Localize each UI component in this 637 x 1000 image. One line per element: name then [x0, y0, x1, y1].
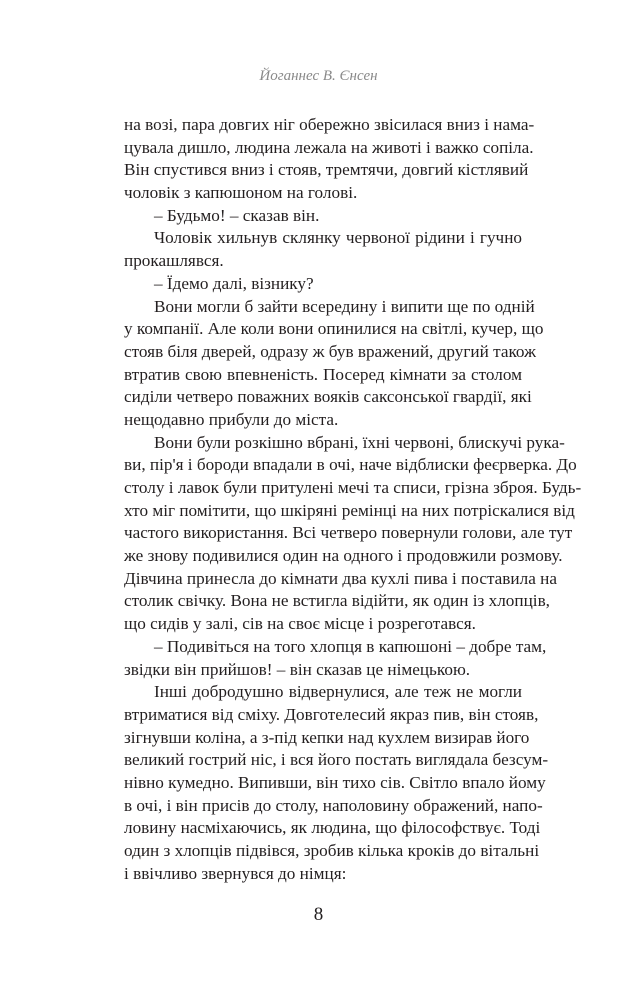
text-line: столик свічку. Вона не встигла відійти, як один із хлопців, — [124, 591, 550, 611]
page-number: 8 — [313, 904, 324, 925]
text-line: один з хлопців підвівся, зробив кілька кроків до вітальні — [124, 841, 540, 860]
text-line: нівно кумедно. Випивши, він тихо сів. Світло впало йому — [124, 772, 546, 792]
text-line: прокашлявся. — [124, 251, 224, 271]
text-line: на возі, пара довгих ніг обережно звісилася вниз і нама- — [124, 115, 535, 134]
text-line: Вони були розкішно вбрані, їхні червоні, блискучі рука- — [154, 432, 565, 452]
text-line: що сидів у залі, сів на своє місце і розреготався. — [124, 614, 476, 634]
running-head: Йоганнес В. Єнсен — [259, 68, 378, 84]
text-line: і ввічливо звернувся до німця: — [124, 863, 347, 883]
text-line: чоловік з капюшоном на голові. — [124, 183, 358, 203]
text-line: хто міг помітити, що шкіряні ремінці на них потріскалися від — [124, 500, 575, 520]
text-line: втриматися від сміху. Довготелесий якраз пив, він стояв, — [124, 704, 539, 724]
text-line: нещодавно прибули до міста. — [124, 409, 339, 429]
text-line: ви, пір'я і бороди впадали в очі, наче відблиски феєрверка. До — [124, 455, 577, 475]
text-line: у компанії. Але коли вони опинилися на світлі, кучер, що — [124, 319, 544, 339]
text-line: цувала дишло, людина лежала на животі і важко сопіла. — [124, 137, 534, 157]
text-line: зігнувши коліна, а з-під кепки над кухлем визирав його — [124, 727, 530, 747]
text-line: втратив свою впевненість. Посеред кімнати за столом — [124, 364, 522, 384]
text-line: – Будьмо! – сказав він. — [154, 205, 320, 225]
text-line: Чоловік хильнув склянку червоної рідини і гучно — [154, 228, 522, 248]
text-line: Дівчина принесла до кімнати два кухлі пива і поставила на — [124, 568, 557, 588]
body-text — [124, 114, 582, 885]
text-line: сиділи четверо поважних вояків саксонської гвардії, які — [124, 387, 532, 407]
text-line: – Подивіться на того хлопця в капюшоні – добре там, — [154, 636, 547, 656]
text-line: ловину насміхаючись, як людина, що філософствує. Тоді — [124, 818, 541, 838]
text-line: – Їдемо далі, візнику? — [154, 273, 314, 293]
text-line: Вони могли б зайти всередину і випити ще по одній — [154, 296, 535, 316]
text-line: столу і лавок були притулені мечі та списи, грізна зброя. Будь- — [124, 478, 582, 497]
text-line: же знову подивилися один на одного і продовжили розмову. — [124, 546, 563, 566]
text-line: Інші добродушно відвернулися, але теж не могли — [154, 682, 522, 702]
text-line: стояв біля дверей, одразу ж був вражений, другий також — [124, 341, 536, 361]
text-line: великий гострий ніс, і вся його постать виглядала безсум- — [124, 750, 549, 770]
text-line: частого використання. Всі четверо повернули голови, але тут — [124, 523, 573, 543]
text-line: звідки він прийшов! – він сказав це німецькою. — [124, 659, 471, 679]
text-line: Він спустився вниз і стояв, тремтячи, довгий кістлявий — [124, 160, 529, 180]
text-line: в очі, і він присів до столу, наполовину ображений, напо- — [124, 795, 543, 815]
